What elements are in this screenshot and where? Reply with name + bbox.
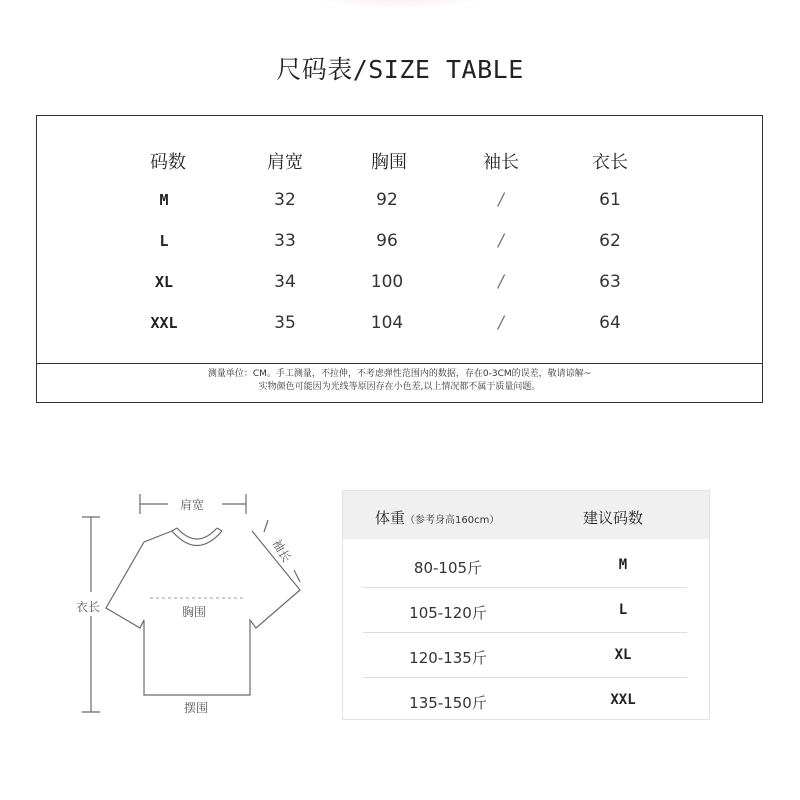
- chest-cell: 96: [376, 231, 398, 251]
- sleeve-label: 袖长: [269, 536, 294, 565]
- weight-cell: 120-135斤: [409, 649, 487, 667]
- weight-cell: 105-120斤: [409, 604, 487, 622]
- shoulder-cell: 33: [274, 231, 296, 251]
- size-cell: M: [618, 557, 628, 573]
- table-row: [343, 678, 709, 723]
- note-divider: [37, 363, 762, 364]
- size-cell: XL: [154, 273, 174, 291]
- shoulder-label: 肩宽: [180, 498, 205, 512]
- chest-cell: 92: [376, 190, 398, 210]
- header-weight-label: 体重: [375, 509, 406, 527]
- length-cell: 64: [599, 313, 621, 333]
- size-cell: L: [159, 232, 169, 250]
- sleeve-cell: /: [498, 313, 504, 333]
- weight-cell: 80-105斤: [413, 559, 483, 577]
- page-title: 尺码表/SIZE TABLE: [276, 55, 524, 84]
- note-line-2: 实物颜色可能因为光线等原因存在小色差,以上情况都不属于质量问题。: [258, 382, 541, 392]
- header-suggested-size: 建议码数: [583, 509, 644, 527]
- size-cell: XL: [614, 647, 632, 663]
- header-size: 码数: [150, 152, 186, 173]
- length-label: 衣长: [76, 600, 101, 614]
- length-cell: 62: [599, 231, 621, 251]
- size-cell: XXL: [610, 692, 636, 708]
- chest-cell: 104: [370, 313, 404, 333]
- size-cell: XXL: [150, 314, 178, 332]
- header-chest: 胸围: [371, 152, 407, 173]
- shoulder-cell: 35: [274, 313, 296, 333]
- hem-label: 摆围: [184, 701, 209, 715]
- table-row: [343, 588, 709, 633]
- sleeve-cell: /: [498, 272, 504, 292]
- tshirt-diagram: [60, 480, 330, 730]
- size-cell: L: [618, 602, 628, 618]
- size-table: [36, 115, 763, 403]
- weight-table-header: [343, 491, 709, 539]
- note-line-1: 测量单位：CM。手工测量，不拉伸，不考虑弹性范围内的数据，存在0-3CM的误差，敬请谅解~: [207, 369, 592, 379]
- header-length: 衣长: [592, 152, 628, 173]
- sleeve-cell: /: [498, 231, 504, 251]
- shoulder-cell: 32: [274, 190, 296, 210]
- header-shoulder: 肩宽: [267, 152, 303, 173]
- size-cell: M: [159, 191, 169, 209]
- shoulder-cell: 34: [274, 272, 296, 292]
- table-row: [343, 543, 709, 588]
- length-cell: 61: [599, 190, 621, 210]
- table-row: [343, 633, 709, 678]
- weight-size-table: [342, 490, 710, 720]
- header-weight-ref: （参考身高160cm）: [405, 515, 500, 526]
- length-cell: 63: [599, 272, 621, 292]
- top-decoration: [300, 0, 500, 10]
- sleeve-cell: /: [498, 190, 504, 210]
- header-weight: [375, 507, 499, 528]
- chest-cell: 100: [370, 272, 404, 292]
- measurement-note: [37, 368, 762, 394]
- chest-label: 胸围: [182, 605, 207, 619]
- header-sleeve: 袖长: [483, 152, 519, 173]
- weight-cell: 135-150斤: [409, 694, 487, 712]
